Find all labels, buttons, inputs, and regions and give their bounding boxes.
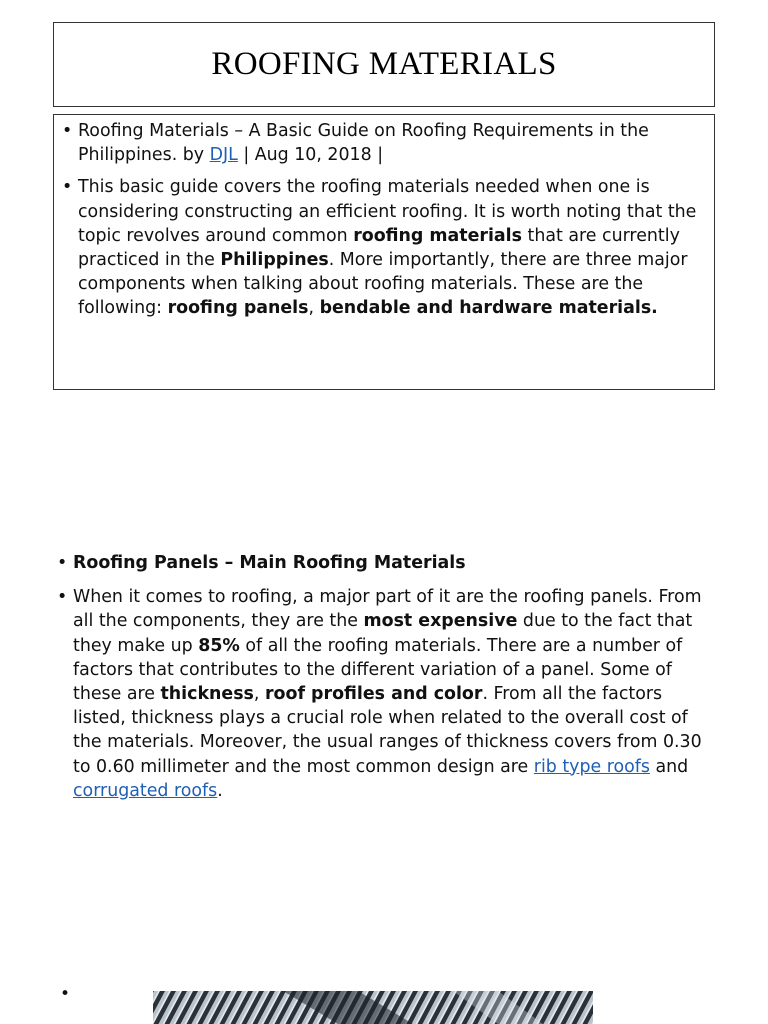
bold-text: Philippines (220, 250, 329, 271)
slide-title: ROOFING MATERIALS (211, 46, 557, 82)
body-text: When it comes to roofing, a major part of it are the roofing panels. From all the components, they are the (73, 587, 702, 632)
list-item (58, 175, 702, 320)
bold-text: thickness (160, 684, 254, 705)
bold-text: roof profiles and color (264, 684, 483, 705)
bullet-icon: • (57, 553, 68, 573)
body-text: of all the roofing materials. There are a number of factors that contributes to the different variation of a panel. Some of these are (73, 635, 683, 705)
body-text: , (308, 298, 320, 319)
list-item (53, 551, 713, 575)
body-text: . (217, 780, 223, 801)
corrugated-roofs-link[interactable]: corrugated roofs (73, 780, 218, 801)
source-date: | Aug 10, 2018 | (237, 145, 384, 166)
roofing-panels-section (53, 551, 713, 803)
slide-title-box (53, 22, 715, 107)
rib-type-roofs-link[interactable]: rib type roofs (533, 756, 650, 777)
body-text: . From all the factors listed, thickness plays a crucial role when related to the overall cost of the materials. Moreover, the usual ranges of thickness covers from 0.30 to 0.60 millimeter and the most common design are (73, 684, 702, 777)
author-link[interactable]: DJL (209, 145, 238, 166)
bullet-icon: • (62, 121, 73, 141)
roof-panels-image (153, 991, 593, 1024)
bold-text: 85% (198, 635, 240, 656)
slide-body-box (53, 114, 715, 390)
source-text: Roofing Materials – A Basic Guide on Roofing Requirements in the Philippines. by (78, 121, 649, 166)
list-item (58, 119, 702, 167)
body-text: due to the fact that they make up (73, 611, 693, 656)
body-text: , (253, 684, 265, 705)
bullet-icon: • (60, 984, 71, 1004)
bold-text: most expensive (363, 611, 518, 632)
bold-text: bendable and hardware materials. (319, 298, 658, 319)
roof-panels-illustration (153, 991, 593, 1024)
body-text: that are currently practiced in the (78, 225, 680, 271)
body-text: This basic guide covers the roofing materials needed when one is considering constructing an efficient roofing. It is worth noting that the topic revolves around common (78, 177, 697, 246)
list-item (53, 585, 713, 803)
section-heading: Roofing Panels – Main Roofing Materials (73, 553, 466, 573)
bullet-icon: • (62, 177, 73, 198)
bold-text: roofing panels (167, 298, 309, 319)
bullet-icon: • (57, 587, 68, 608)
body-text: . More importantly, there are three major components when talking about roofing materials. These are the following: (78, 250, 688, 319)
body-text: and (649, 756, 689, 777)
bold-text: roofing materials (353, 225, 522, 246)
